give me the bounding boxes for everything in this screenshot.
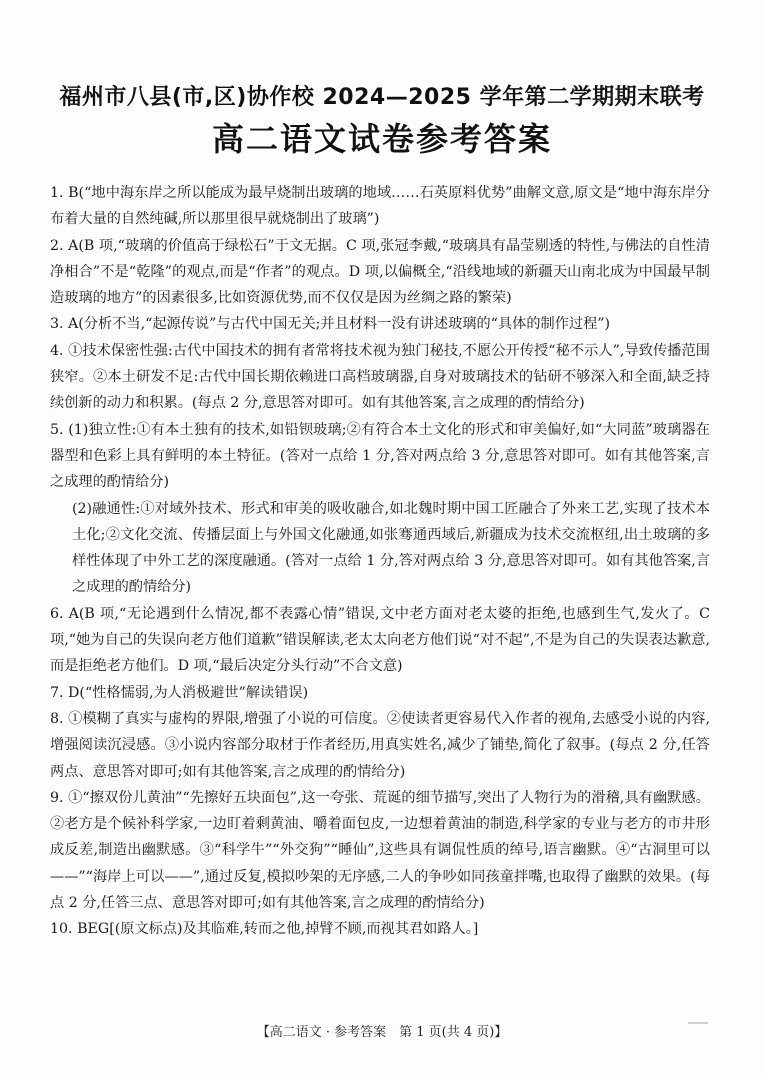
scan-mark bbox=[688, 1022, 708, 1024]
answer-item-5-part-1: 5. (1)独立性:①有本土独有的技术,如铅钡玻璃;②有符合本土文化的形式和审美偏好,如“大同蓝”玻璃器在器型和色彩上具有鲜明的本土特征。(答对一点给 1 分,答对两点给 3 分,意思答对即可。如有其他答案,言之成理的酌情给分) bbox=[50, 421, 710, 491]
answer-item-4: 4. ①技术保密性强:古代中国技术的拥有者常将技术视为独门秘技,不愿公开传授“秘不示人”,导致传播范围狭窄。②本土研发不足:古代中国长期依赖进口高档玻璃器,自身对玻璃技术的钻研不够深入和全面,缺乏持续创新的动力和积累。(每点 2 分,意思答对即可。如有其他答案,言之成理的酌情给分) bbox=[50, 342, 710, 412]
document-title: 高二语文试卷参考答案 bbox=[211, 120, 552, 158]
answer-item-8: 8. ①模糊了真实与虚构的界限,增强了小说的可信度。②使读者更容易代入作者的视角,去感受小说的内容,增强阅读沉浸感。③小说内容部分取材于作者经历,用真实姓名,减少了铺垫,简化了叙事。(每点 2 分,任答两点、意思答对即可;如有其他答案,言之成理的酌情给分) bbox=[50, 710, 710, 780]
exam-title: 福州市八县(市,区)协作校 2024—2025 学年第二学期期末联考 bbox=[59, 85, 705, 110]
answer-item-6: 6. A(B 项,“无论遇到什么情况,都不表露心情”错误,文中老方面对老太婆的拒绝,也感到生气,发火了。C 项,“她为自己的失误向老方他们道歉”错误解读,老太太向老方他们说“对不起”,不是为自己的失误表达歉意,而是拒绝老方他们。D 项,“最后决定分头行动”不合文意) bbox=[50, 605, 710, 675]
answer-item-1: 1. B(“地中海东岸之所以能成为最早烧制出玻璃的地域……石英原料优势”曲解文意,原文是“地中海东岸分布着大量的自然纯碱,所以那里很早就烧制出了玻璃”) bbox=[50, 185, 710, 228]
answer-item-7: 7. D(“性格懦弱,为人消极避世”解读错误) bbox=[50, 684, 309, 701]
answer-item-9: 9. ①“擦双份儿黄油”“先擦好五块面包”,这一夸张、荒诞的细节描写,突出了人物行为的滑稽,具有幽默感。②老方是个候补科学家,一边盯着剩黄油、嚼着面包皮,一边想着黄油的制造,科学家的专业与老方的市井形成反差,制造出幽默感。③“科学牛”“外交狗”“睡仙”,这些具有调侃性质的绰号,语言幽默。④“古洞里可以——”“海岸上可以——”,通过反复,模拟吵架的无序感,二人的争吵如同孩童拌嘴,也取得了幽默的效果。(每点 2 分,任答三点、意思答对即可;如有其他答案,言之成理的酌情给分) bbox=[50, 789, 710, 912]
answer-item-2: 2. A(B 项,“玻璃的价值高于绿松石”于文无据。C 项,张冠李戴,“玻璃具有晶莹剔透的特性,与佛法的自性清净相合”不是“乾隆”的观点,而是“作者”的观点。D 项,以偏概全,“沿线地域的新疆天山南北成为中国最早制造玻璃的地方”的因素很多,比如资源优势,而不仅仅是因为丝绸之路的繁荣) bbox=[50, 237, 710, 307]
answer-item-5-part-2: (2)融通性:①对域外技术、形式和审美的吸收融合,如北魏时期中国工匠融合了外来工艺,实现了技术本土化;②文化交流、传播层面上与外国文化融通,如张骞通西域后,新疆成为技术交流枢纽,出土玻璃的多样性体现了中外工艺的深度融通。(答对一点给 1 分,答对两点给 3 分,意思答对即可。如有其他答案,言之成理的酌情给分) bbox=[72, 500, 710, 596]
answer-item-3: 3. A(分析不当,“起源传说”与古代中国无关;并且材料一没有讲述玻璃的“具体的制作过程”) bbox=[50, 316, 611, 333]
page-footer: 【高二语文 · 参考答案 第 1 页(共 4 页)】 bbox=[256, 1025, 508, 1040]
answer-list bbox=[50, 180, 710, 943]
answer-item-10: 10. BEG[(原文标点)及其临难,转而之他,掉臂不顾,而视其君如路人。] bbox=[50, 921, 479, 938]
